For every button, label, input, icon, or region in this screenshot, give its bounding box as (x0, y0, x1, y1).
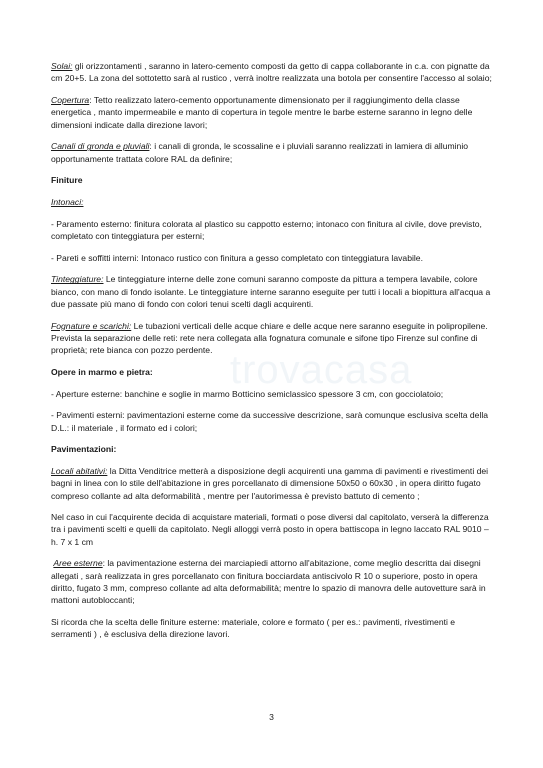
paragraph-pareti-interni: - Pareti e soffitti interni: Intonaco rustico con finitura a gesso completato con tinteggiatura lavabile. (51, 252, 423, 263)
text-copertura: : Tetto realizzato latero-cemento opportunamente dimensionato per il raggiungimento della classe energetica , manto impermeabile e manto di copertura in tegole mentre le barbe esterne saranno in legno delle dimensioni indicate dalla direzione lavori; (51, 94, 473, 130)
label-canali: Canali di gronda e pluviali (51, 141, 150, 152)
label-aree-esterne: Aree esterne (53, 558, 103, 569)
paragraph-pavimenti-esterni: - Pavimenti esterni: pavimentazioni esterne come da successive descrizione, sarà comunque esclusiva scelta della D.L.: il materiale , il formato ed i colori; (51, 410, 489, 433)
text-aree-esterne: : la pavimentazione esterna dei marciapiedi attorno all'abitazione, come meglio descritta dai disegni allegati , sarà realizzata in gres porcellanato con finitura bocciardata antiscivolo R 10 o superiore, posto in opera diritto, fugato 3 mm, compreso collante ad alta deformabilità; mentre lo spazio di manovra delle autovetture sarà in mattoni autobloccanti; (51, 558, 486, 606)
paragraph-tinteggiature (51, 273, 495, 310)
text-fognature: Le tubazioni verticali delle acque chiare e delle acque nere saranno eseguite in polipropilene. Prevista la separazione delle reti: rete nera collegata alla fognatura comunale e sifone tipo Firenze sul confine di proprietà; rete bianca con pozzo perdente. (51, 320, 488, 356)
label-copertura: Copertura (51, 94, 90, 105)
heading-intonaci: Intonaci: (51, 196, 84, 207)
paragraph-fognature (51, 320, 495, 357)
text-solai: gli orizzontamenti , saranno in latero-cemento composti da getto di cappa collaborante in c.a. con pignatte da cm 20+5. La zona del sottotetto sarà al rustico , verrà inoltre realizzata una botola per consentire l'accesso al solaio; (51, 61, 492, 84)
text-canali: : i canali di gronda, le scossaline e i pluviali saranno realizzati in lamiera di alluminio opportunamente trattata colore RAL da definire; (51, 141, 469, 164)
paragraph-paramento-esterno: - Paramento esterno: finitura colorata al plastico su cappotto esterno; intonaco con finitura al civile, dove previsto, completato con tinteggiatura per esterni; (51, 218, 482, 241)
watermark: trovacasa (230, 348, 413, 392)
heading-pavimentazioni: Pavimentazioni: (51, 444, 117, 455)
paragraph-locali-abitativi (51, 465, 495, 502)
paragraph-canali (51, 140, 495, 165)
label-fognature: Fognature e scarichi: (51, 320, 132, 331)
paragraph-solai (51, 60, 495, 85)
label-locali-abitativi: Locali abitativi: (51, 465, 108, 476)
paragraph-aree-esterne (51, 557, 495, 606)
document-body (51, 60, 495, 650)
label-solai: Solai: (51, 61, 73, 71)
paragraph-nel-caso: Nel caso in cui l'acquirente decida di acquistare materiali, formati o pose diversi dal capitolato, verserà la differenza tra i pavimenti scelti e quelli da capitolato. Negli alloggi verrà posto in opera battiscopa in legno laccato RAL 9010 – h. 7 x 1 cm (51, 512, 489, 547)
heading-finiture: Finiture (51, 175, 83, 186)
paragraph-aperture-esterne: - Aperture esterne: banchine e soglie in marmo Botticino semiclassico spessore 3 cm, con gocciolatoio; (51, 388, 444, 399)
text-tinteggiature: Le tinteggiature interne delle zone comuni saranno composte da pittura a tempera lavabile, colore bianco, con mano di fondo isolante. Le tinteggiature interne saranno eseguite per tutti i locali a biopittura all'acqua a due passate più mano di fondo con colori tenui scelti dagli acquirenti. (51, 274, 491, 309)
paragraph-closing: Si ricorda che la scelta delle finiture esterne: materiale, colore e formato ( per es.: pavimenti, rivestimenti e serramenti ) , è esclusiva della direzione lavori. (51, 617, 456, 640)
paragraph-copertura (51, 94, 495, 131)
text-locali-abitativi: la Ditta Venditrice metterà a disposizione degli acquirenti una gamma di pavimenti e rivestimenti dei bagni in linea con lo stile dell'abitazione in gres porcellanato di dimensione 50x50 o 60x30 , in opera diritto fugato compreso collante ad alta deformabilità , mentre per l'autorimessa è previsto battuto di cemento ; (51, 465, 489, 501)
label-tinteggiature: Tinteggiature: (51, 274, 104, 285)
heading-marmo: Opere in marmo e pietra: (51, 366, 153, 377)
page-number: 3 (269, 712, 274, 722)
